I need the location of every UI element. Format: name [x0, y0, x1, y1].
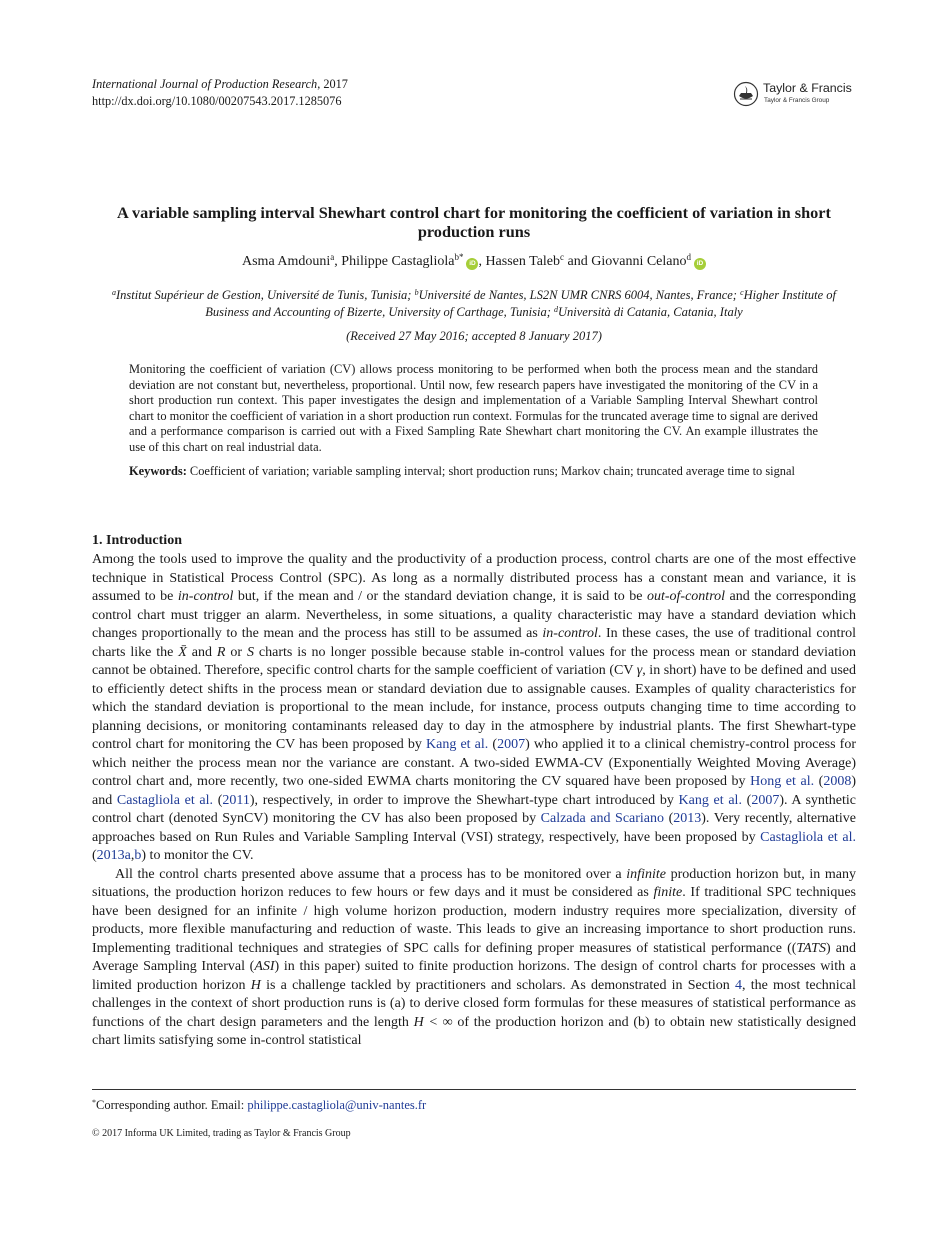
citation-link[interactable]: b: [134, 848, 142, 863]
emphasis: in-control: [542, 626, 598, 641]
emphasis: infinite: [626, 866, 666, 882]
journal-header: [92, 76, 348, 110]
publisher-logo: [733, 80, 863, 112]
math: H < ∞: [413, 1014, 453, 1030]
citation-link[interactable]: 2007: [751, 792, 780, 808]
math: ASI: [254, 959, 275, 974]
footnote-divider: [92, 1089, 856, 1090]
citation-link[interactable]: Castagliola et al.: [116, 792, 214, 808]
author-separator: ,: [334, 254, 342, 269]
text-run: (: [92, 848, 97, 863]
footnote: [92, 1097, 426, 1113]
footnote-label: Corresponding author. Email:: [96, 1098, 248, 1112]
text-run: production horizon but, in many situations, the production horizon reduces to few hours or few days and it must be considered as: [92, 866, 857, 900]
affil-mark: c: [740, 288, 744, 297]
author-name: Philippe Castagliola: [341, 254, 455, 269]
keywords-text: Coefficient of variation; variable sampling interval; short production runs; Markov chain; truncated average time to signal: [186, 464, 795, 478]
journal-year: , 2017: [317, 77, 348, 91]
author-separator: ,: [478, 254, 486, 269]
citation-link[interactable]: 2008: [823, 774, 852, 789]
citation-link[interactable]: 2013: [673, 811, 702, 826]
publisher-group: Taylor & Francis Group: [764, 97, 830, 104]
author-list: [92, 253, 856, 271]
emphasis: out-of-control: [646, 589, 726, 604]
email-link[interactable]: philippe.castagliola@univ-nantes.fr: [247, 1098, 427, 1112]
affil-mark: a: [111, 288, 116, 297]
text-run: . If traditional SPC techniques have been designed for an infinite / high volume horizon production, modern industry requires more specialization, diversity of products, more flexible manufacturing and reduction of waste. This leads to give an increasing importance to short production runs. Implementing traditional techniques and strategies of SPC calls for defining proper measures of statistical performance ((: [92, 885, 856, 956]
affiliation: Università di Catania, Catania, Italy: [558, 304, 743, 319]
citation-link[interactable]: 2007: [497, 737, 526, 752]
paragraph: [92, 866, 856, 1051]
citation-link[interactable]: Calzada and Scariano: [540, 811, 665, 826]
text-run: ) who applied it to a clinical chemistry-control process for which neither the process mean nor the variance are constant. A two-sided EWMA-CV (Exponentially Weighted Moving Average) control chart and, more recently, two one-sided EWMA charts monitoring the CV squared have been proposed by: [92, 737, 856, 789]
author-affil-mark: b*: [454, 252, 464, 262]
text-run: or: [225, 644, 247, 660]
affiliation: Université de Nantes, LS2N UMR CNRS 6004, Nantes, France;: [418, 288, 741, 302]
citation-link[interactable]: 2013a: [96, 848, 131, 863]
text-run: (: [488, 737, 498, 752]
section-body: [92, 551, 856, 1051]
math: γ: [636, 663, 643, 678]
journal-name: International Journal of Production Research: [92, 77, 318, 91]
affil-mark: b: [414, 288, 419, 297]
author-affil-mark: a: [330, 252, 335, 262]
text-run: ) to monitor the CV.: [141, 848, 254, 863]
text-run: All the control charts presented above assume that a process has to be monitored over a: [115, 866, 627, 882]
math: TATS: [796, 940, 826, 956]
text-run: charts is no longer possible because stable in-control values for the process mean or standard deviation cannot be obtained. Therefore, specific control charts for the sample coefficient of variation (CV: [92, 644, 856, 678]
text-run: ). A synthetic control chart (denoted SynCV) monitoring the CV has also been proposed by: [92, 792, 856, 826]
text-run: ) and: [92, 774, 856, 808]
copyright: © 2017 Informa UK Limited, trading as Taylor & Francis Group: [92, 1128, 351, 1139]
author-affil-mark: d: [686, 252, 691, 262]
orcid-icon[interactable]: iD: [466, 258, 478, 270]
text-run: but, if the mean and / or the standard deviation change, it is said to be: [233, 589, 647, 604]
text-run: (: [814, 774, 824, 789]
publisher-lamp-icon: [733, 80, 761, 108]
text-run: of the production horizon and (b) to obtain new statistically designed chart limits satisfying some in-control statistical: [92, 1014, 856, 1048]
doi-link[interactable]: http://dx.doi.org/10.1080/00207543.2017.1285076: [92, 94, 342, 108]
footnote-mark: *: [92, 1098, 96, 1107]
affil-mark: d: [554, 304, 558, 314]
text-run: is a challenge tackled by practitioners and scholars. As demonstrated in Section: [260, 977, 735, 993]
keywords: [129, 464, 818, 480]
text-run: . In these cases, the use of traditional control charts like the: [92, 626, 856, 660]
citation-link[interactable]: Kang et al.: [426, 737, 489, 752]
keywords-label: Keywords:: [129, 464, 187, 478]
math: S: [247, 644, 254, 660]
citation-link[interactable]: Castagliola et al.: [760, 829, 856, 845]
section-link[interactable]: 4: [734, 977, 742, 993]
received-dates: (Received 27 May 2016; accepted 8 January 2017): [346, 329, 602, 343]
paper-title: A variable sampling interval Shewhart control chart for monitoring the coefficient of variation in short production runs: [117, 203, 831, 241]
orcid-icon[interactable]: iD: [694, 258, 706, 270]
text-run: ), respectively, in order to improve the Shewhart-type chart introduced by: [249, 792, 679, 808]
author-name: Giovanni Celano: [591, 254, 687, 269]
math: H: [250, 977, 261, 993]
citation-link[interactable]: Kang et al.: [678, 792, 742, 808]
math: R: [216, 644, 226, 660]
author-name: Hassen Taleb: [485, 254, 561, 269]
text-run: (: [741, 792, 752, 808]
affiliation: Higher Institute of Business and Accounting of Bizerte, University of Carthage, Tunisia;: [205, 288, 837, 319]
text-run: ,: [130, 848, 135, 863]
author-name: Asma Amdouni: [242, 254, 331, 269]
text-run: and the corresponding control chart must trigger an alarm. Nevertheless, in some situations, a quality characteristic may have a standard deviation which changes proportionally to the mean and the process has still to be assumed as: [92, 589, 856, 641]
citation-link[interactable]: 2011: [222, 792, 250, 808]
text-run: (: [213, 792, 223, 808]
emphasis: finite: [653, 885, 683, 900]
math: X̄: [178, 644, 187, 660]
citation-link[interactable]: Hong et al.: [750, 774, 815, 789]
author-affil-mark: c: [560, 252, 565, 262]
abstract: Monitoring the coefficient of variation (CV) allows process monitoring to be performed when both the process mean and the standard deviation are not constant but, nevertheless, proportional. Until now, few research papers have investigated the monitoring of the CV in a short production run context. This paper investigates the design and implementation of a Variable Sampling Interval Shewhart control chart to monitor the coefficient of variation in a short production run context. Formulas for the truncated average time to signal are derived and a performance comparison is carried out with a Fixed Sampling Rate Shewhart chart monitoring the CV. An example illustrates the use of this chart on real industrial data.: [129, 362, 818, 454]
author-separator: and: [564, 254, 592, 269]
text-run: ) in this paper) suited to finite production horizons. The design of control charts for processes with a limited production horizon: [92, 959, 856, 993]
affiliations: [92, 287, 856, 320]
emphasis: in-control: [177, 589, 234, 604]
text-run: ). Very recently, alternative approaches based on Run Rules and Variable Sampling Interval (VSI) strategy, respectively, have been proposed by: [92, 811, 857, 845]
text-run: , in short) have to be defined and used to efficiently detect shifts in the process mean or standard deviation due to assignable causes. Examples of quality characteristics for which the standard deviation is proportional to the mean include, for instance, process outputs changing time to time according to planning decisions, or monitoring contaminants released day to day in the atmosphere by industrial plants. The first Shewhart-type control chart for monitoring the CV has been proposed by: [92, 663, 856, 752]
text-run: (: [664, 811, 674, 826]
text-run: ) and Average Sampling Interval (: [92, 940, 856, 974]
text-run: Among the tools used to improve the quality and the productivity of a production process, control charts are one of the most effective technique in Statistical Process Control (SPC). As long as a normally distributed process has a constant mean and variance, it is assumed to be: [92, 552, 856, 604]
affiliation: Institut Supérieur de Gestion, Université de Tunis, Tunisia;: [115, 288, 415, 302]
section-heading: 1. Introduction: [92, 533, 182, 548]
text-run: and: [186, 644, 217, 660]
paragraph: [92, 551, 856, 866]
text-run: , the most technical challenges in the context of short production runs is (a) to derive closed form formulas for these measures of statistical performance as functions of the chart design parameters and the length: [92, 977, 856, 1030]
publisher-name: Taylor & Francis: [763, 81, 852, 95]
